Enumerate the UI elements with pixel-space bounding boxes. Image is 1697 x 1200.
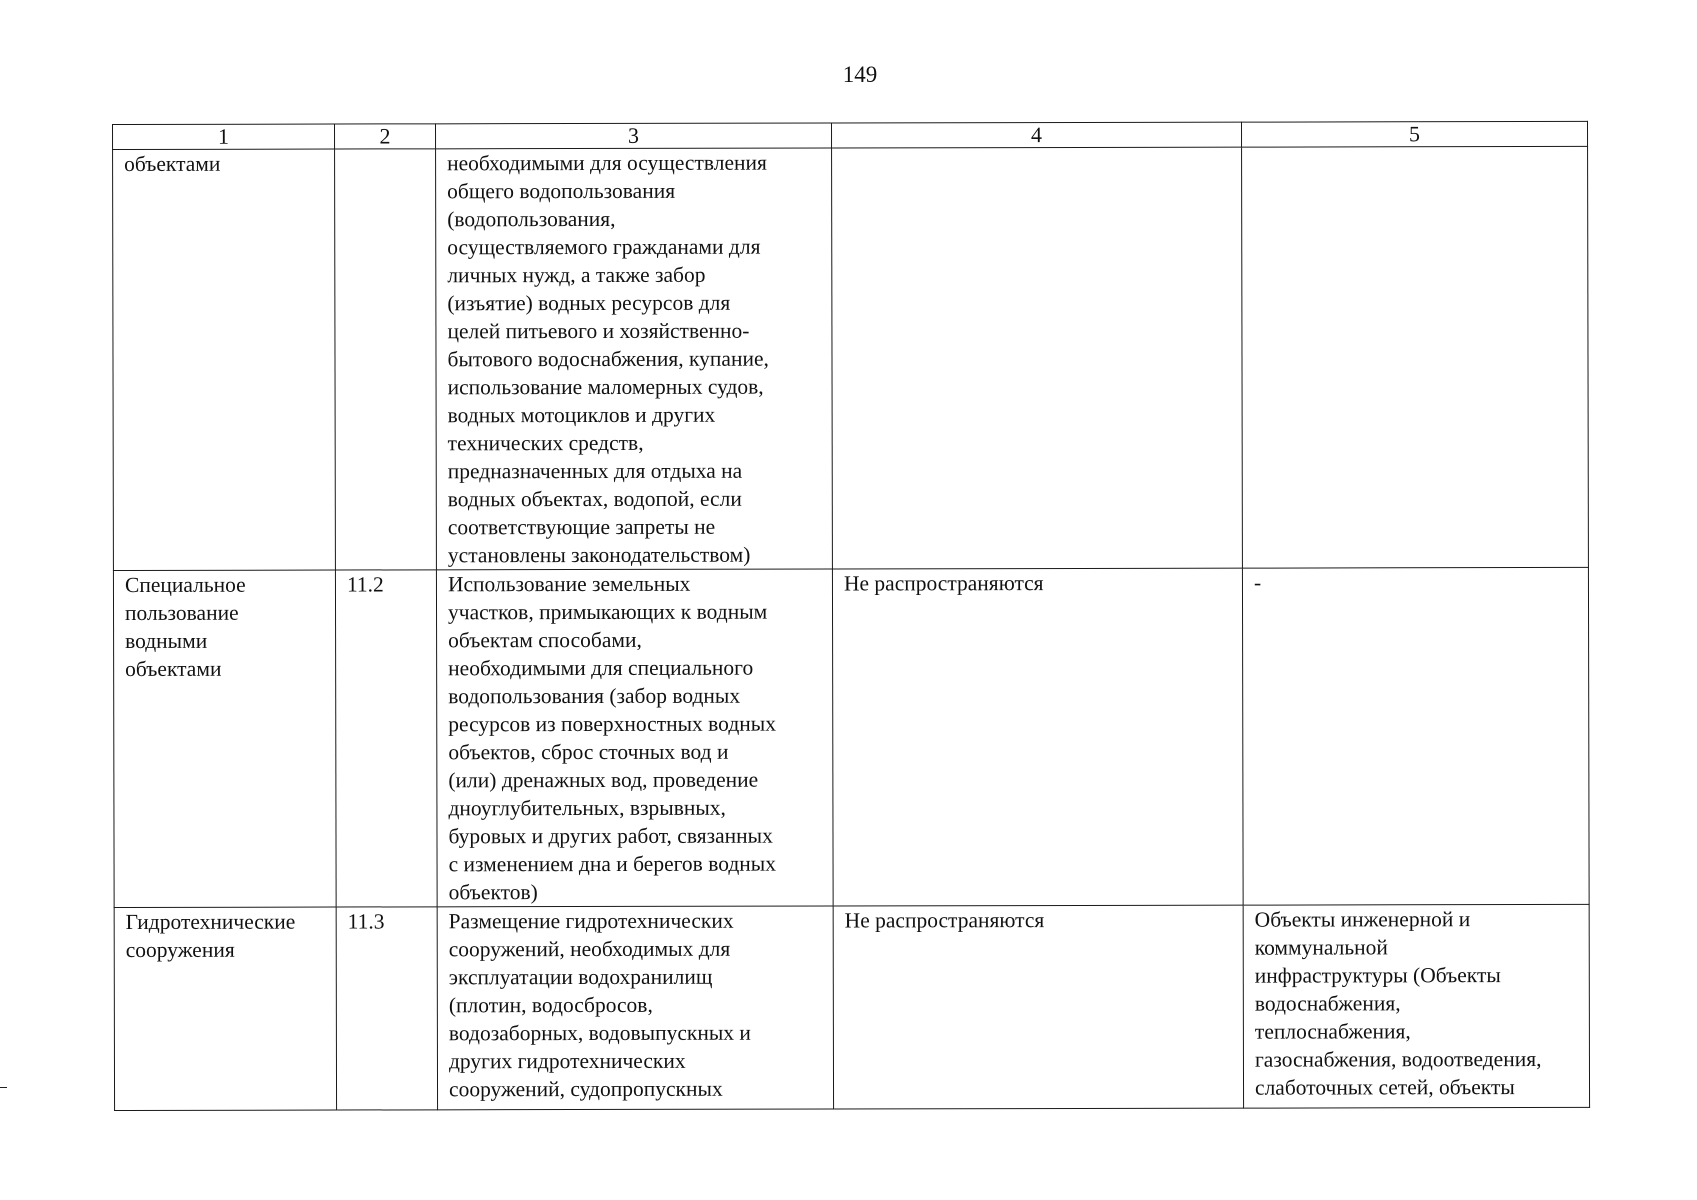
land-use-table: [112, 121, 1590, 1111]
use-code-cell: 11.3: [336, 907, 437, 1110]
column-header-5: 5: [1241, 121, 1587, 147]
use-description-cell: Размещение гидротехнических сооружений, необходимых для эксплуатации водохранилищ (плотин, водосбросов, водозаборных, водовыпускных и других гидротехнических сооружений, судопропускных: [437, 906, 833, 1110]
table-row: [114, 904, 1589, 1110]
use-description-cell: Использование земельных участков, примыкающих к водным объектам способами, необходимыми для специального водопользования (забор водных ресурсов из поверхностных водных объектов, сброс сточных вод и (или) дренажных вод, проведение дноуглубительных, взрывных, буровых и других работ, связанных с изменением дна и берегов водных объектов): [436, 569, 833, 907]
column-header-1: 1: [113, 124, 335, 149]
column-5-cell: Объекты инженерной и коммунальной инфраструктуры (Объекты водоснабжения, теплоснабжения, газоснабжения, водоотведения, слаботочных сетей, объекты: [1243, 904, 1589, 1108]
header-row: [113, 121, 1588, 149]
use-description-cell: необходимыми для осуществления общего водопользования (водопользования, осуществляемого гражданами для личных нужд, а также забор (изъятие) водных ресурсов для целей питьевого и хозяйственно- бытового водоснабжения, купание, использование маломерных судов, водных мотоциклов и других технических средств, предназначенных для отдыха на водных объектах, водопой, если соответствующие запреты не установлены законодательством): [436, 148, 833, 570]
column-4-cell: [832, 147, 1243, 569]
page-number: 149: [842, 62, 878, 87]
use-code-cell: 11.2: [335, 570, 437, 907]
column-header-4: 4: [831, 122, 1241, 148]
use-name-cell: объектами: [113, 149, 336, 570]
table-row: [113, 146, 1589, 570]
column-5-cell: -: [1242, 567, 1589, 905]
margin-mark: [0, 1087, 7, 1088]
use-code-cell: [335, 149, 437, 570]
column-header-2: 2: [335, 124, 436, 149]
table-row: [113, 567, 1589, 907]
use-name-cell: Гидротехнические сооружения: [114, 907, 336, 1110]
use-name-cell: Специальное пользование водными объектами: [113, 570, 336, 907]
column-4-cell: Не распространяются: [832, 568, 1243, 906]
column-5-cell: [1242, 146, 1589, 568]
column-4-cell: Не распространяются: [833, 905, 1243, 1109]
column-header-3: 3: [436, 123, 832, 149]
